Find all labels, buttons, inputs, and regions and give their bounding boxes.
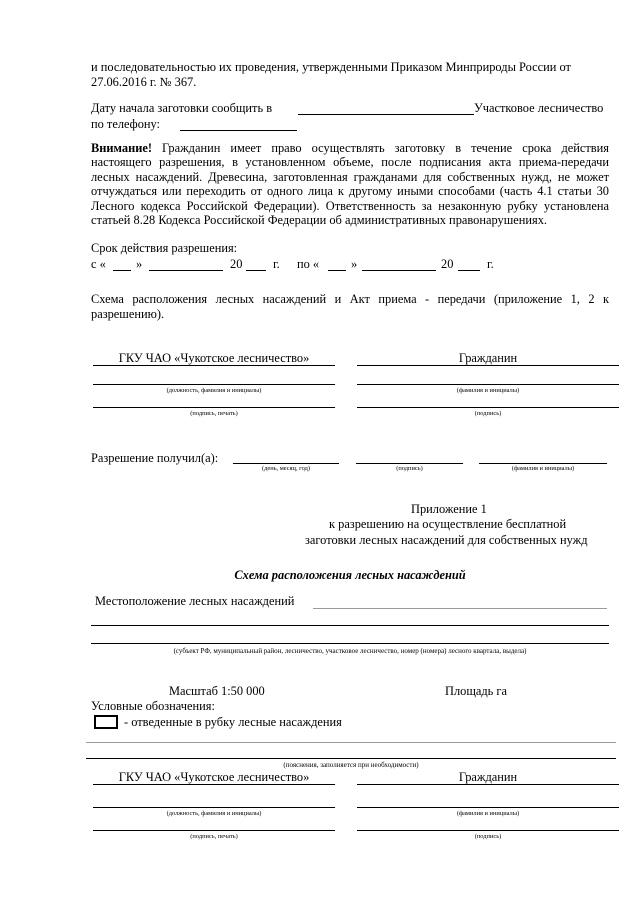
appendix-line-2: к разрешению на осуществление бесплатной xyxy=(329,517,567,531)
sign1-right-party: Гражданин xyxy=(458,351,518,365)
location-label: Местоположение лесных насаждений xyxy=(95,594,295,608)
to-year-field[interactable] xyxy=(458,270,480,271)
location-field-2[interactable] xyxy=(91,625,609,626)
notes-field-2[interactable] xyxy=(86,758,616,759)
legend-item: - отведенные в рубку лесные насаждения xyxy=(124,715,342,729)
location-field-3[interactable] xyxy=(91,643,609,644)
sign1-right-name-field[interactable] xyxy=(357,384,619,385)
validity-q2: » xyxy=(351,257,358,271)
from-month-field[interactable] xyxy=(149,270,223,271)
intro-line-1: и последовательностью их проведения, утвержденными Приказом Минприроды России от xyxy=(91,60,571,74)
appendix-line-3: заготовки лесных насаждений для собственных нужд xyxy=(305,533,588,547)
sign1-left-org-line xyxy=(93,365,335,366)
sign1-right-cap2: (подпись) xyxy=(474,410,502,417)
validity-title: Срок действия разрешения: xyxy=(91,241,238,255)
scale-text: Масштаб 1:50 000 xyxy=(169,684,265,698)
validity-year-2: 20 xyxy=(441,257,454,271)
to-month-field[interactable] xyxy=(362,270,436,271)
sign1-left-cap2: (подпись, печать) xyxy=(190,410,238,417)
sign2-right-party-line xyxy=(357,784,619,785)
sign2-left-sign-field[interactable] xyxy=(93,830,335,831)
phone-field[interactable] xyxy=(180,130,297,131)
sign2-right-party: Гражданин xyxy=(458,770,518,784)
notes-caption: (пояснения, заполняется при необходимости) xyxy=(283,761,419,769)
validity-year-1: 20 xyxy=(230,257,243,271)
sign2-left-cap2: (подпись, печать) xyxy=(190,833,238,840)
sign2-right-cap1: (фамилия и инициалы) xyxy=(456,810,520,817)
schema-note-line-1: Схема расположения лесных насаждений и Акт приема - передачи (приложение 1, 2 к xyxy=(91,292,609,306)
sign1-left-org: ГКУ ЧАО «Чукотское лесничество» xyxy=(118,351,310,365)
received-sign-field[interactable] xyxy=(356,463,463,464)
sign2-left-org-line xyxy=(93,784,335,785)
notify-forestry-field[interactable] xyxy=(298,114,474,115)
sign1-right-sign-field[interactable] xyxy=(357,407,619,408)
scheme-title: Схема расположения лесных насаждений xyxy=(234,568,466,582)
warning-title: Внимание! xyxy=(91,141,152,155)
sign2-right-cap2: (подпись) xyxy=(474,833,502,840)
to-day-field[interactable] xyxy=(328,270,346,271)
legend-swatch xyxy=(94,715,118,729)
received-label: Разрешение получил(а): xyxy=(91,451,219,465)
received-cap-date: (день, месяц, год) xyxy=(261,465,311,472)
received-name-field[interactable] xyxy=(479,463,607,464)
sign1-left-name-field[interactable] xyxy=(93,384,335,385)
appendix-line-1: Приложение 1 xyxy=(411,502,487,516)
location-field[interactable] xyxy=(313,608,607,609)
received-cap-sign: (подпись) xyxy=(396,465,423,472)
notes-field-1[interactable] xyxy=(86,742,616,743)
from-day-field[interactable] xyxy=(113,270,131,271)
legend-title: Условные обозначения: xyxy=(91,699,215,713)
warning-paragraph xyxy=(91,141,609,227)
sign1-right-party-line xyxy=(357,365,619,366)
schema-note-line-2: разрешению). xyxy=(91,307,165,321)
sign1-right-cap1: (фамилия и инициалы) xyxy=(456,387,520,394)
validity-q1: » xyxy=(136,257,143,271)
notify-suffix: Участковое лесничество xyxy=(474,101,604,115)
intro-line-2: 27.06.2016 г. № 367. xyxy=(91,75,197,89)
notify-label: Дату начала заготовки сообщить в xyxy=(91,101,273,115)
from-year-field[interactable] xyxy=(246,270,266,271)
sign2-left-cap1: (должность, фамилия и инициалы) xyxy=(166,810,262,817)
validity-po: по « xyxy=(297,257,320,271)
phone-label: по телефону: xyxy=(91,117,161,131)
received-date-field[interactable] xyxy=(233,463,339,464)
validity-c: с « xyxy=(91,257,106,271)
location-caption: (субъект РФ, муниципальный район, лесничество, участковое лесничество, номер (номера) лесного квартала, выдела) xyxy=(173,647,527,655)
sign2-left-name-field[interactable] xyxy=(93,807,335,808)
sign1-left-cap1: (должность, фамилия и инициалы) xyxy=(166,387,262,394)
received-cap-name: (фамилия и инициалы) xyxy=(511,465,575,472)
validity-g-2: г. xyxy=(487,257,494,271)
sign2-right-name-field[interactable] xyxy=(357,807,619,808)
validity-g-1: г. xyxy=(273,257,280,271)
area-text: Площадь га xyxy=(445,684,508,698)
sign2-left-org: ГКУ ЧАО «Чукотское лесничество» xyxy=(118,770,310,784)
warning-text: Гражданин имеет право осуществлять заготовку в течение срока действия настоящего разрешения, в установленном объеме, после подписания акта приема-передачи лесных насаждений. Древесина, заготовленная гражданами для собственных нужд, не может отчуждаться или переходить от одного лица к другому иными способами (часть 4.1 статьи 30 Лесного кодекса Российской Федерации). Ответственность за незаконную рубку установлена статьей 8.28 Кодекса Российской Федерации об административных правонарушениях. xyxy=(91,141,609,228)
sign1-left-sign-field[interactable] xyxy=(93,407,335,408)
sign2-right-sign-field[interactable] xyxy=(357,830,619,831)
